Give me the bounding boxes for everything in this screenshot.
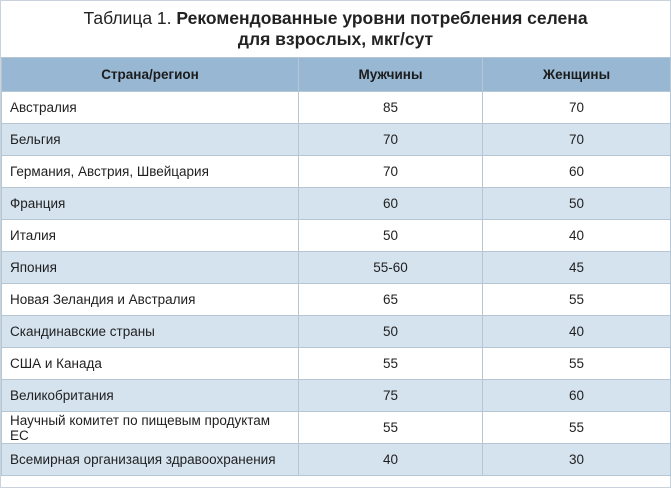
cell-region: Всемирная организация здравоохранения [2, 444, 299, 476]
cell-region: Бельгия [2, 124, 299, 156]
table-row [2, 412, 671, 444]
cell-men: 55 [299, 348, 483, 380]
cell-region: Япония [2, 252, 299, 284]
table-row [2, 252, 671, 284]
selenium-intake-table [1, 57, 671, 476]
cell-men: 85 [299, 92, 483, 124]
cell-women: 60 [483, 156, 671, 188]
column-header-men: Мужчины [299, 58, 483, 92]
table-title-line2: для взрослых, мкг/сут [237, 29, 434, 49]
table-row [2, 92, 671, 124]
cell-men: 55-60 [299, 252, 483, 284]
cell-region: Научный комитет по пищевым продуктам ЕС [2, 412, 299, 444]
table-row [2, 220, 671, 252]
cell-region: Великобритания [2, 380, 299, 412]
cell-women: 40 [483, 220, 671, 252]
cell-region: Австралия [2, 92, 299, 124]
cell-women: 50 [483, 188, 671, 220]
cell-region: США и Канада [2, 348, 299, 380]
cell-region: Новая Зеландия и Австралия [2, 284, 299, 316]
cell-men: 50 [299, 220, 483, 252]
cell-men: 40 [299, 444, 483, 476]
table-title [1, 1, 670, 57]
cell-men: 60 [299, 188, 483, 220]
cell-men: 70 [299, 124, 483, 156]
cell-women: 60 [483, 380, 671, 412]
cell-women: 40 [483, 316, 671, 348]
cell-women: 70 [483, 92, 671, 124]
table-row [2, 156, 671, 188]
cell-men: 50 [299, 316, 483, 348]
table-row [2, 284, 671, 316]
table-row [2, 188, 671, 220]
table-row [2, 380, 671, 412]
table-title-line1: Рекомендованные уровни потребления селена [176, 8, 588, 28]
table-row [2, 124, 671, 156]
table-row [2, 348, 671, 380]
cell-region: Италия [2, 220, 299, 252]
cell-women: 45 [483, 252, 671, 284]
cell-women: 70 [483, 124, 671, 156]
table-row [2, 316, 671, 348]
column-header-region: Страна/регион [2, 58, 299, 92]
cell-men: 75 [299, 380, 483, 412]
cell-women: 55 [483, 284, 671, 316]
cell-women: 55 [483, 412, 671, 444]
cell-region: Скандинавские страны [2, 316, 299, 348]
cell-region: Франция [2, 188, 299, 220]
table-title-prefix: Таблица 1. [83, 8, 172, 28]
cell-women: 30 [483, 444, 671, 476]
column-header-women: Женщины [483, 58, 671, 92]
cell-women: 55 [483, 348, 671, 380]
table-row [2, 444, 671, 476]
cell-men: 65 [299, 284, 483, 316]
cell-men: 70 [299, 156, 483, 188]
cell-men: 55 [299, 412, 483, 444]
table-header-row [2, 58, 671, 92]
cell-region: Германия, Австрия, Швейцария [2, 156, 299, 188]
